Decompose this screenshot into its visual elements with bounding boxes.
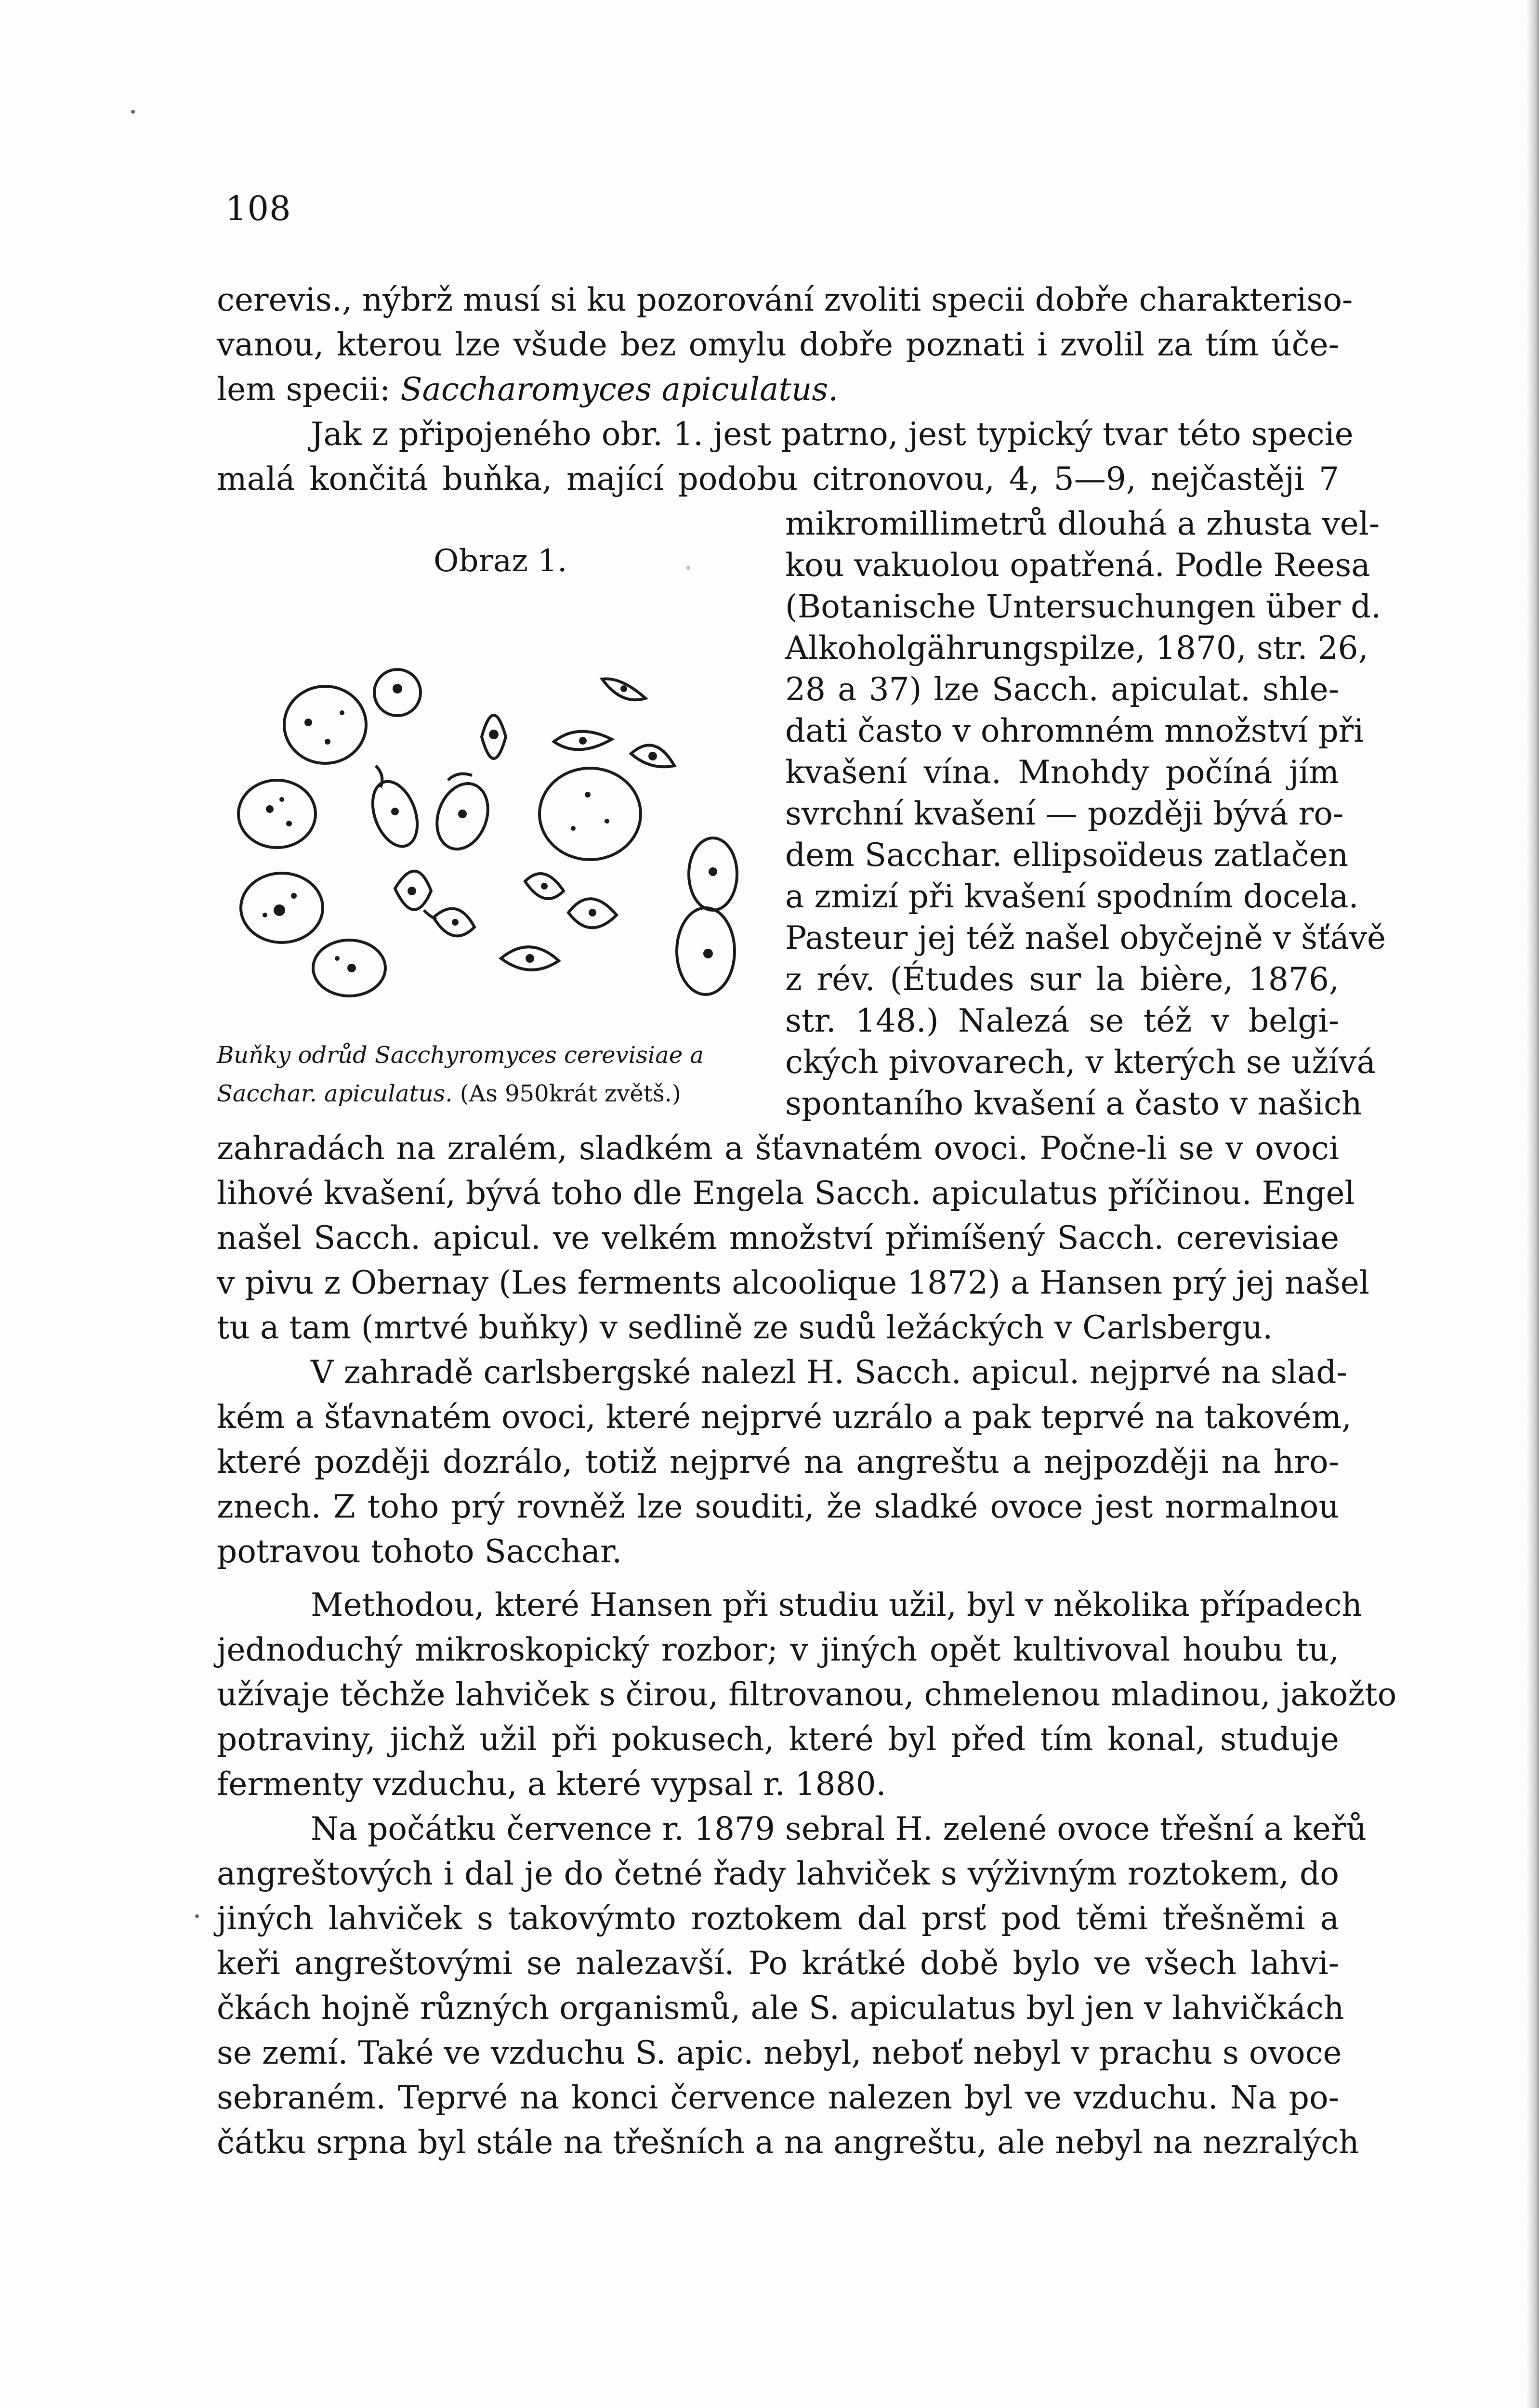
- text-line: které později dozrálo, totiž nejprvé na angreštu a nejpozději na hro-: [217, 1443, 1339, 1480]
- yeast-cell: [238, 780, 316, 848]
- yeast-cell: [539, 768, 641, 860]
- caption-italic: Buňky odrůd Sacchyromyces cerevisiae a: [217, 1042, 704, 1069]
- scan-speck: [686, 566, 690, 570]
- text-line: zahradách na zralém, sladkém a šťavnatém ovoci. Počne-li se v ovoci: [217, 1130, 1339, 1167]
- text-line: fermenty vzduchu, a které vypsal r. 1880.: [217, 1766, 886, 1803]
- text-line: a zmizí při kvašení spodním docela.: [785, 878, 1359, 915]
- page-number: 108: [225, 189, 291, 228]
- text-line: dem Sacchar. ellipsoïdeus zatlačen: [785, 837, 1349, 874]
- text-line: Pasteur jej též našel obyčejně v šťávě: [785, 919, 1386, 956]
- text-line: v pivu z Obernay (Les ferments alcoolique 1872) a Hansen prý jej našel: [217, 1264, 1369, 1301]
- yeast-cells-illustration: [231, 621, 785, 1035]
- scan-speck: [131, 110, 135, 114]
- text-line: str. 148.) Nalezá se též v belgi-: [785, 1002, 1339, 1039]
- figure-title: Obraz 1.: [434, 543, 567, 579]
- text-line: jiných lahviček s takovýmto roztokem dal prsť pod těmi třešněmi a: [217, 1900, 1339, 1937]
- text-line: spontaního kvašení a často v našich: [785, 1085, 1362, 1122]
- text-line: Na počátku července r. 1879 sebral H. zelené ovoce třešní a keřů: [311, 1810, 1367, 1847]
- text-line: keři angreštovými se nalezavší. Po krátké době bylo ve všech lahvi-: [217, 1945, 1339, 1982]
- text-line: našel Sacch. apicul. ve velkém množství přimíšený Sacch. cerevisiae: [217, 1219, 1339, 1256]
- text-line: dati často v ohromném množství při: [785, 712, 1364, 749]
- text-line: Alkoholgährungspilze, 1870, str. 26,: [785, 629, 1368, 667]
- text-line: kou vakuolou opatřená. Podle Reesa: [785, 547, 1370, 584]
- text-line: ckých pivovarech, v kterých se užívá: [785, 1044, 1376, 1081]
- text-line: (Botanische Untersuchungen über d.: [785, 588, 1381, 625]
- text-line: užívaje těchže lahviček s čirou, filtrovanou, chmelenou mladinou, jakožto: [217, 1676, 1397, 1713]
- text-line: znech. Z toho prý rovněž lze souditi, že sladké ovoce jest normalnou: [217, 1488, 1339, 1525]
- text-line: sebraném. Teprvé na konci července nalezen byl ve vzduchu. Na po-: [217, 2079, 1339, 2116]
- text-line: malá končitá buňka, mající podobu citronovou, 4, 5—9, nejčastěji 7: [217, 460, 1339, 497]
- text-line: Methodou, které Hansen při studiu užil, byl v několika případech: [311, 1586, 1362, 1623]
- page-edge-shadow: [1526, 0, 1539, 2408]
- text-line: potravou tohoto Sacchar.: [217, 1533, 622, 1570]
- figure-caption-line-1: [217, 1042, 704, 1069]
- caption-italic: Sacchar. apiculatus.: [217, 1080, 453, 1107]
- figure-caption-line-2: [217, 1080, 681, 1107]
- yeast-cell: [284, 686, 366, 763]
- text-line: se zemí. Také ve vzduchu S. apic. nebyl, neboť nebyl v prachu s ovoce: [217, 2034, 1342, 2071]
- text-line: kvašení vína. Mnohdy počíná jím: [785, 754, 1339, 791]
- text-line: kém a šťavnatém ovoci, které nejprvé uzrálo a pak teprvé na takovém,: [217, 1399, 1352, 1436]
- text-line: mikromillimetrů dlouhá a zhusta vel-: [785, 505, 1380, 542]
- text-line: tu a tam (mrtvé buňky) v sedlině ze sudů ležáckých v Carlsbergu.: [217, 1309, 1273, 1346]
- text-line: z rév. (Études sur la bière, 1876,: [785, 961, 1339, 998]
- scan-speck: [195, 1914, 199, 1918]
- text-line: čátku srpna byl stále na třešních a na angreštu, ale nebyl na nezralých: [217, 2124, 1359, 2161]
- caption-magnification: (As 950krát zvětš.): [460, 1080, 681, 1107]
- text-line: jednoduchý mikroskopický rozbor; v jiných opět kultivoval houbu tu,: [217, 1631, 1339, 1668]
- text-line: lihové kvašení, bývá toho dle Engela Sacch. apiculatus příčinou. Engel: [217, 1175, 1355, 1212]
- text-line: cerevis., nýbrž musí si ku pozorování zvoliti specii dobře charakteriso-: [217, 281, 1353, 318]
- text-line: Jak z připojeného obr. 1. jest patrno, jest typický tvar této specie: [311, 416, 1354, 453]
- text-line: vanou, kterou lze všude bez omylu dobře poznati i zvolil za tím úče-: [217, 326, 1339, 363]
- text-line: 28 a 37) lze Sacch. apiculat. shle-: [785, 671, 1339, 708]
- text-line: potraviny, jichž užil při pokusech, které byl před tím konal, studuje: [217, 1721, 1339, 1758]
- text-line: svrchní kvašení — později bývá ro-: [785, 795, 1344, 832]
- text-span: lem specii:: [217, 371, 401, 408]
- text-line: angreštových i dal je do četné řady lahviček s výživným roztokem, do: [217, 1855, 1339, 1892]
- species-name: Saccharomyces apiculatus.: [400, 371, 839, 408]
- text-line: čkách hojně různých organismů, ale S. apiculatus byl jen v lahvičkách: [217, 1989, 1344, 2027]
- text-line: [217, 371, 1339, 408]
- text-line: V zahradě carlsbergské nalezl H. Sacch. apicul. nejprvé na slad-: [311, 1354, 1347, 1391]
